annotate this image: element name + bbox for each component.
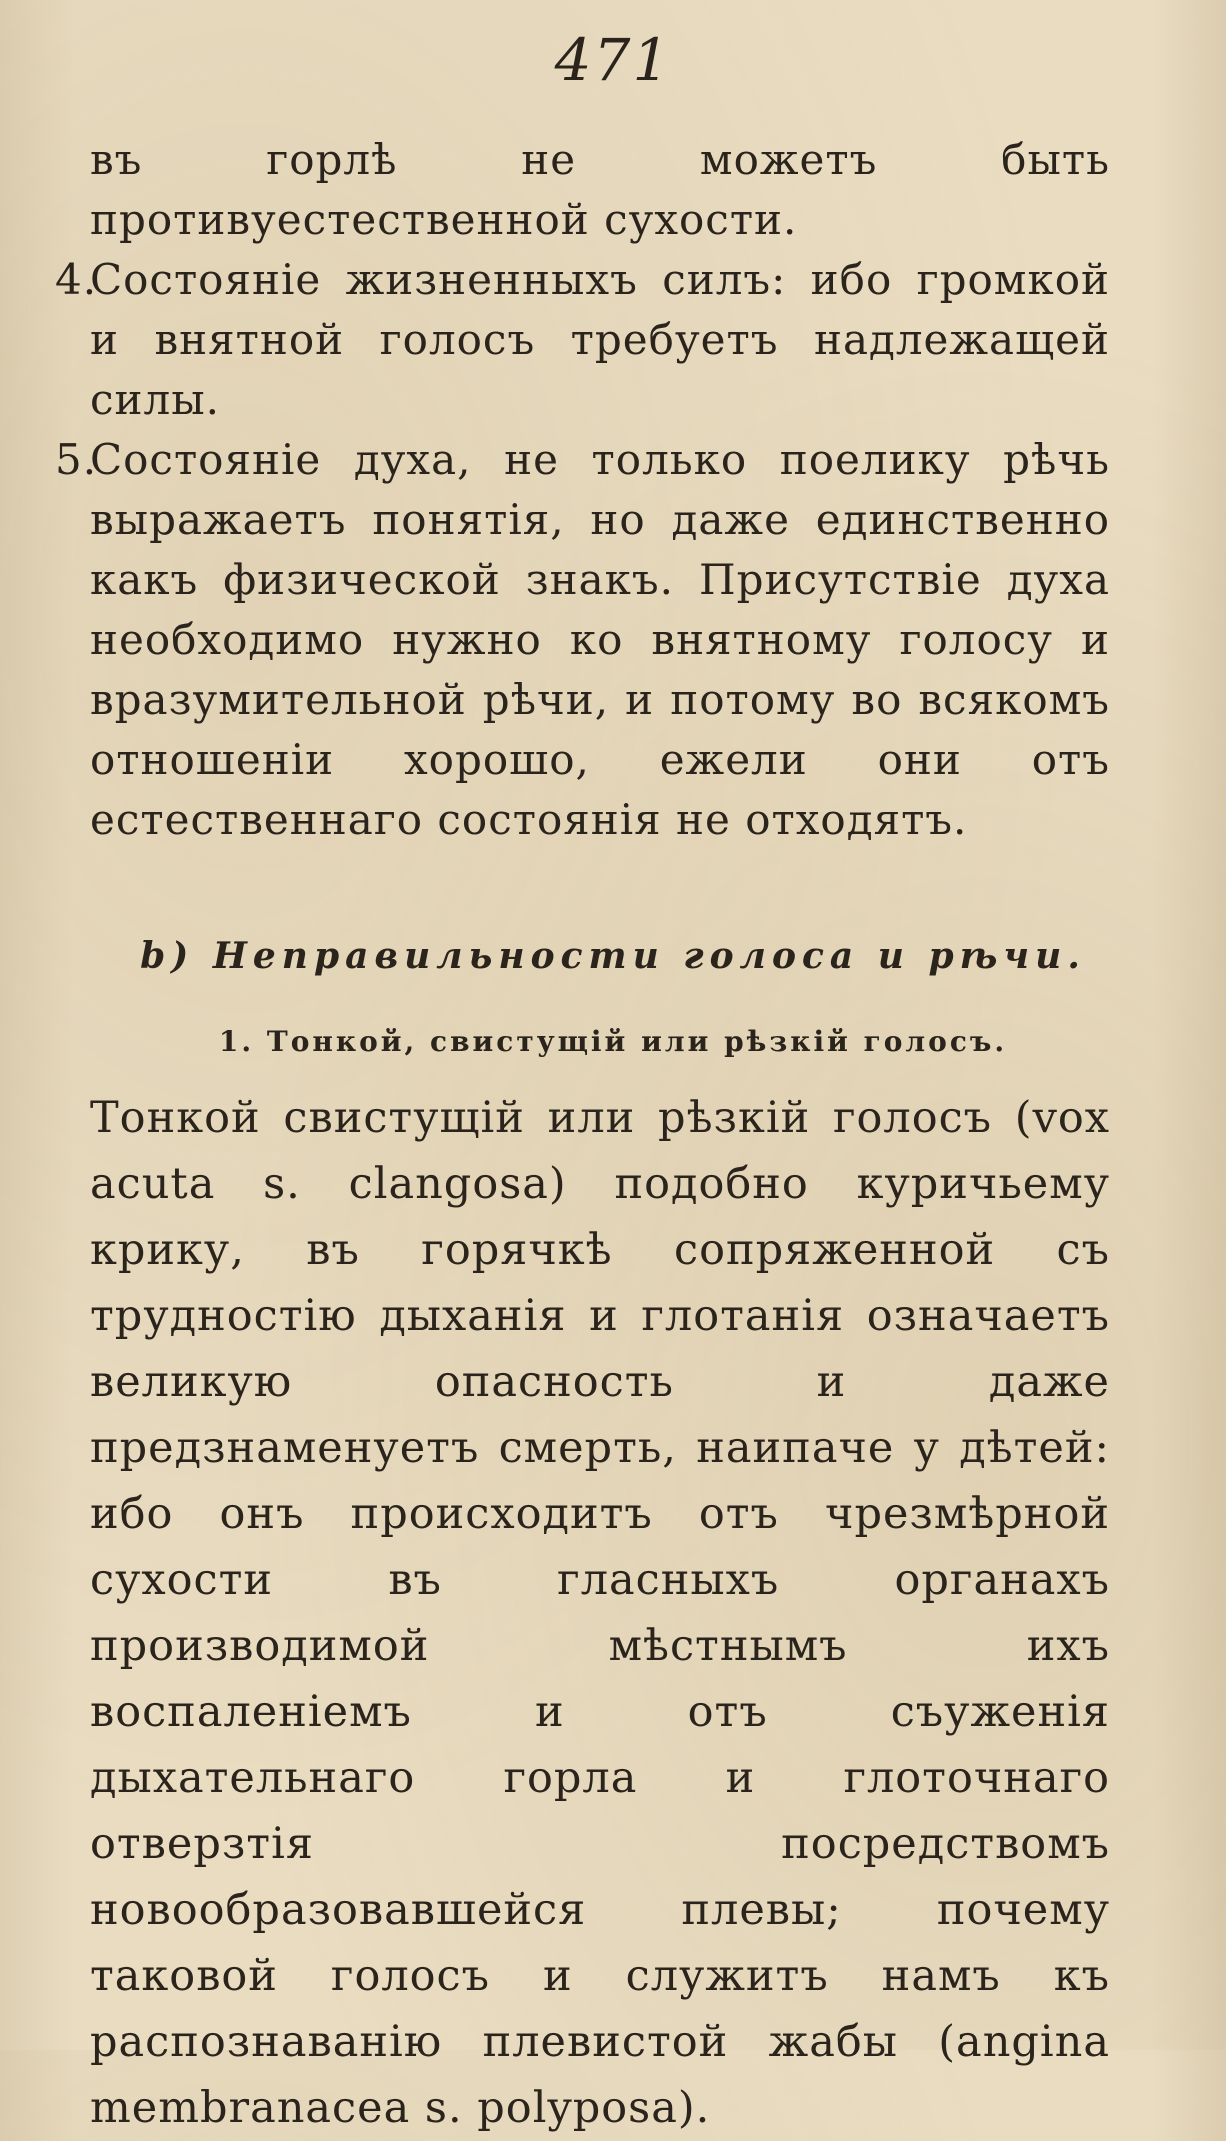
section-heading: b) Неправильности голоса и рѣчи. <box>140 935 1086 977</box>
subsection-heading: 1. Тонкой, свистущій или рѣзкій голосъ. <box>218 1025 1008 1058</box>
item-number: 5. <box>55 435 98 484</box>
item-text: Состояніе жизненныхъ силъ: ибо громкой и внятной голосъ требуетъ надлежащей силы. <box>90 255 1110 424</box>
page-number: 471 <box>554 26 672 94</box>
list-item <box>55 250 1110 430</box>
item-text: Состояніе духа, не только поелику рѣчь выражаетъ понятія, но даже единственно какъ физической знакъ. Присутствіе духа необходимо нужно ко внятному голосу и вразумительной рѣчи, и потому во всякомъ отношеніи хорошо, ежели они отъ естественнаго состоянія не отходятъ. <box>90 435 1110 844</box>
main-paragraph: Тонкой свистущій или рѣзкій голосъ (vox acuta s. clangosa) подобно куричьему крику, въ горячкѣ сопряженной съ трудностію дыханія и глотанія означаетъ великую опасность и даже предзнаменуетъ смерть, наипаче у дѣтей: ибо онъ происходитъ отъ чрезмѣрной сухости въ гласныхъ органахъ производимой мѣстнымъ ихъ воспаленіемъ и отъ съуженія дыхательнаго горла и глоточнаго отверзтія посредствомъ новообразовавшейся плевы; почему таковой голосъ и служитъ намъ къ распознаванію плевистой жабы (angina membranacea s. polyposa). <box>90 1093 1110 2133</box>
continuation-text: въ горлѣ не можетъ быть противуестественной сухости. <box>90 135 1110 244</box>
item-number: 4. <box>55 255 98 304</box>
list-item <box>55 430 1110 850</box>
